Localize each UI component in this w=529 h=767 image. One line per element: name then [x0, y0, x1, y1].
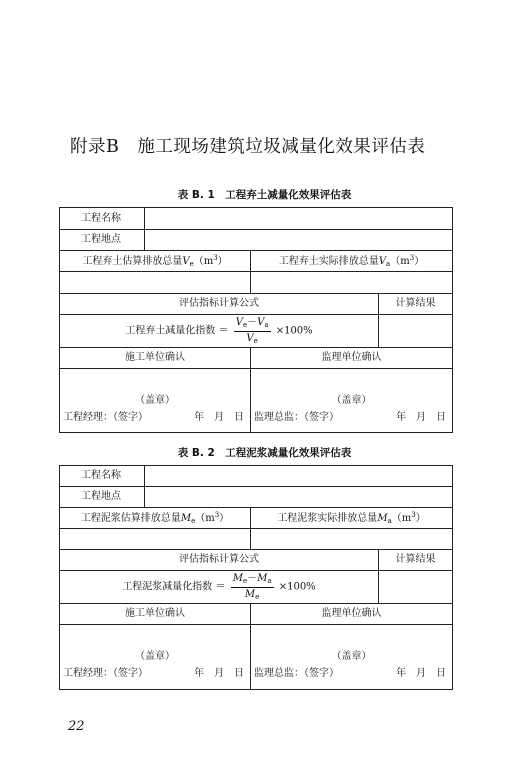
table2-estimated-header: 工程泥浆估算排放总量$M_e(m^3)$: [60, 508, 251, 529]
table1-supervision-confirm: 监理单位确认: [251, 348, 453, 369]
table1-project-name-label: 工程名称: [60, 208, 145, 230]
table2-actual-value[interactable]: [251, 529, 453, 550]
table2-formula: 工程泥浆减量化指数 ＝ $\frac{M_e-M_a}{M_e}$ ×100%: [60, 571, 379, 604]
table1-construction-sign-area[interactable]: [60, 369, 251, 433]
table1-project-site-label: 工程地点: [60, 230, 145, 251]
table2-result-header: 计算结果: [379, 550, 453, 571]
table2-chief-sign: 监理总监：（签字）: [254, 668, 339, 679]
table2-manager-sign: 工程经理：（签字）: [63, 668, 148, 679]
table1-construction-confirm: 施工单位确认: [60, 348, 251, 369]
table2-construction-confirm: 施工单位确认: [60, 604, 251, 625]
table1-result-value[interactable]: [379, 315, 453, 348]
table1-caption: 表 B. 1 工程弃土减量化效果评估表: [177, 189, 352, 201]
table2-formula-header: 评估指标计算公式: [60, 550, 379, 571]
table2-estimated-value[interactable]: [60, 529, 251, 550]
table2-fraction: $\frac{M_e-M_a}{M_e}$: [232, 573, 272, 601]
table1-actual-header: 工程弃土实际排放总量$V_a(m^3)$: [251, 251, 453, 272]
table1-fraction: $\frac{V_e-V_a}{V_e}$: [235, 317, 269, 345]
table2-caption: 表 B. 2 工程泥浆减量化效果评估表: [177, 447, 352, 459]
table1-result-header: 计算结果: [379, 294, 453, 315]
page-number: 22: [68, 719, 85, 734]
table2-construction-sign-area[interactable]: [60, 625, 251, 690]
table1-chief-sign: 监理总监：（签字）: [254, 412, 339, 423]
table1-supervision-date: 年 月 日: [396, 412, 447, 423]
table2-construction-date: 年 月 日: [194, 668, 244, 679]
table2-result-value[interactable]: [379, 571, 453, 604]
table1-construction-date: 年 月 日: [194, 412, 244, 423]
table2-actual-header: 工程泥浆实际排放总量$M_a(m^3)$: [251, 508, 453, 529]
table1-project-site-value[interactable]: [145, 230, 453, 251]
table1-formula: 工程弃土减量化指数 ＝ $\frac{V_e-V_a}{V_e}$ ×100%: [60, 315, 379, 348]
table2-project-name-label: 工程名称: [60, 466, 145, 487]
table2-mud-evaluation: [59, 465, 453, 690]
table2-supervision-date: 年 月 日: [396, 668, 447, 679]
table2-supervision-seal: （盖章）: [331, 651, 372, 662]
table2-project-site-label: 工程地点: [60, 487, 145, 508]
table2-supervision-sign-area[interactable]: [251, 625, 453, 690]
table1-project-name-value[interactable]: [145, 208, 453, 230]
table1-supervision-seal: （盖章）: [331, 395, 372, 406]
appendix-title: 附录B 施工现场建筑垃圾减量化效果评估表: [70, 137, 426, 157]
table1-construction-seal: （盖章）: [135, 395, 175, 406]
table1-formula-header: 评估指标计算公式: [60, 294, 379, 315]
table1-supervision-sign-area[interactable]: [251, 369, 453, 433]
table2-project-name-value[interactable]: [145, 466, 453, 487]
table1-soil-evaluation: [59, 207, 453, 433]
table2-project-site-value[interactable]: [145, 487, 453, 508]
table2-supervision-confirm: 监理单位确认: [251, 604, 453, 625]
table1-estimated-value[interactable]: [60, 272, 251, 294]
table1-actual-value[interactable]: [251, 272, 453, 294]
table2-construction-seal: （盖章）: [135, 651, 175, 662]
table1-estimated-header: 工程弃土估算排放总量$V_e(m^3)$: [60, 251, 251, 272]
table1-manager-sign: 工程经理：（签字）: [63, 412, 148, 423]
